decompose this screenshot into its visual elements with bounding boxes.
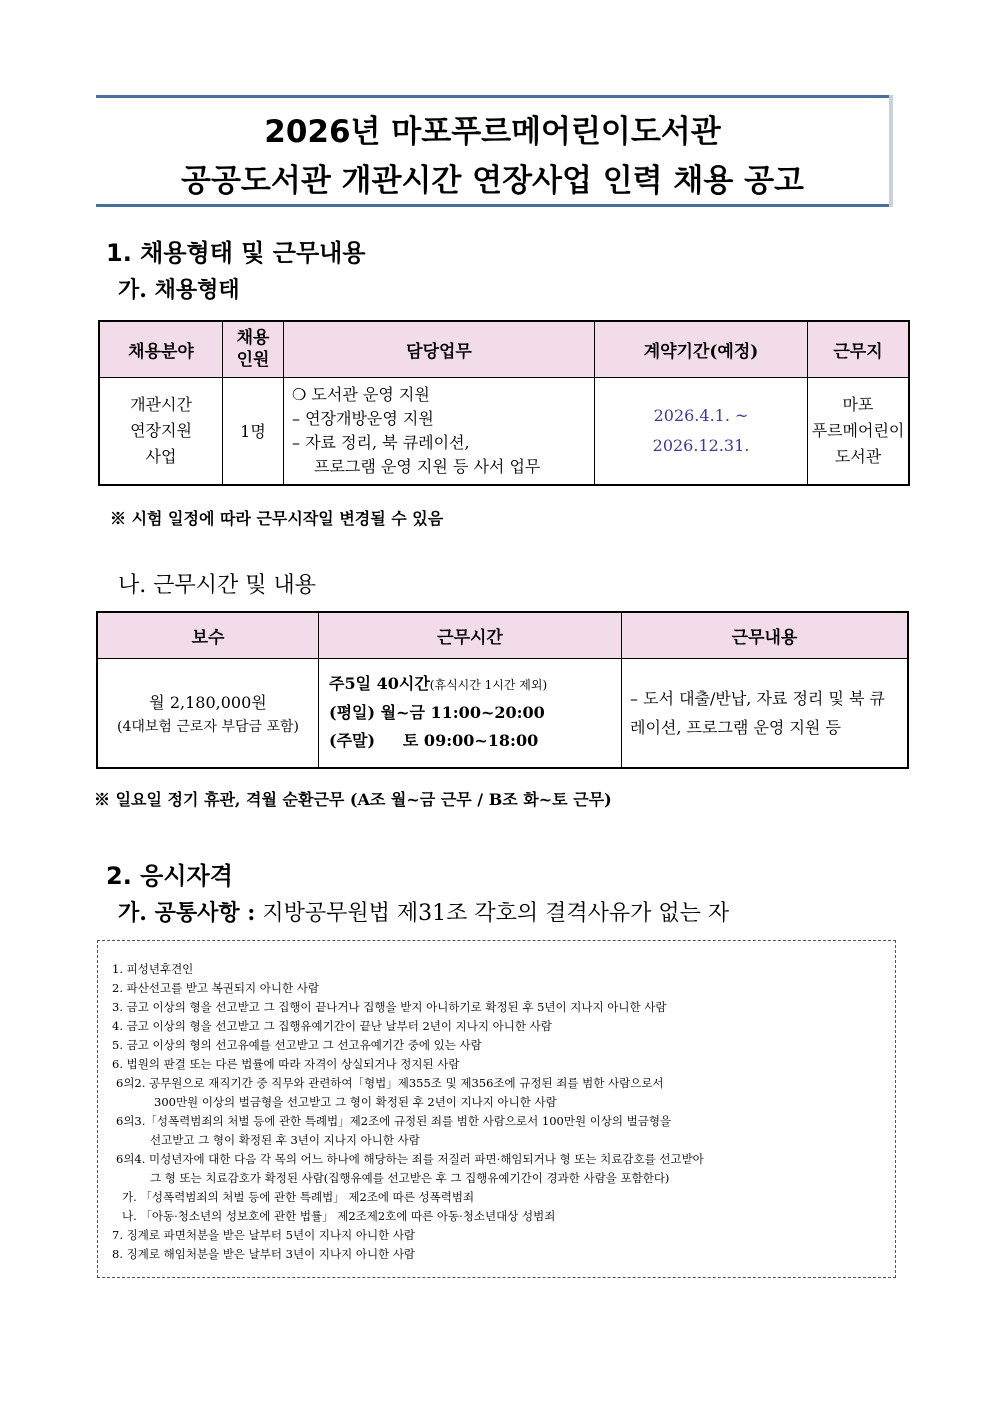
section2-heading: 2. 응시자격 bbox=[106, 862, 233, 890]
list-item: 6. 법원의 판결 또는 다른 법률에 따라 자격이 상실되거나 정지된 사람 bbox=[112, 1057, 460, 1071]
list-item: 5. 금고 이상의 형의 선고유예를 선고받고 그 선고유예기간 중에 있는 사람 bbox=[112, 1038, 482, 1052]
duty-line: – 연장개방운영 지원 bbox=[292, 408, 434, 428]
list-item: 6의3.「성폭력범죄의 처벌 등에 관한 특례법」제2조에 규정된 죄를 범한 사람으로서 100만원 이상의 벌금형을 bbox=[116, 1114, 672, 1128]
col-header-pay: 보수 bbox=[97, 612, 319, 658]
list-item: 4. 금고 이상의 형을 선고받고 그 집행유예기간이 끝난 날부터 2년이 지나지 아니한 사람 bbox=[112, 1019, 552, 1033]
duty-line: ❍ 도서관 운영 지원 bbox=[292, 384, 430, 404]
list-item: 가. 「성폭력범죄의 처벌 등에 관한 특례법」 제2조에 따른 성폭력범죄 bbox=[122, 1190, 475, 1204]
work-hours-table bbox=[96, 611, 909, 769]
list-item: 7. 징계로 파면처분을 받은 날부터 5년이 지나지 아니한 사람 bbox=[112, 1228, 416, 1242]
duty-line: – 자료 정리, 북 큐레이션, bbox=[292, 432, 470, 452]
page-title-line2: 공공도서관 개관시간 연장사업 인력 채용 공고 bbox=[181, 163, 804, 199]
note-rotation: ※ 일요일 정기 휴관, 격월 순환근무 (A조 월~금 근무 / B조 화~토 근무) bbox=[94, 790, 612, 809]
section1-sub-b: 나. 근무시간 및 내용 bbox=[118, 573, 316, 598]
place-cell: 마포 푸르메어린이 도서관 bbox=[808, 377, 910, 485]
duty-line: 프로그램 운영 지원 등 사서 업무 bbox=[314, 456, 541, 476]
col-header-duties: 담당업무 bbox=[284, 321, 595, 377]
list-item: 나. 「아동·청소년의 성보호에 관한 법률」 제2조제2호에 따른 아동·청소년대상 성범죄 bbox=[122, 1209, 556, 1223]
period-start: 2026.4.1. ~ bbox=[653, 405, 749, 425]
hours-note: (휴식시간 1시간 제외) bbox=[429, 678, 548, 693]
list-item: 2. 파산선고를 받고 복권되지 아니한 사람 bbox=[112, 981, 319, 995]
list-item: 선고받고 그 형이 확정된 후 3년이 지나지 아니한 사람 bbox=[150, 1133, 420, 1147]
common-requirements bbox=[118, 896, 729, 927]
pay-cell bbox=[97, 658, 319, 768]
col-header-place: 근무지 bbox=[808, 321, 910, 377]
note-start-date: ※ 시험 일정에 따라 근무시작일 변경될 수 있음 bbox=[110, 509, 444, 528]
duties-cell bbox=[284, 377, 595, 485]
pay-amount: 월 2,180,000원 bbox=[149, 692, 267, 712]
hours-main: 주5일 40시간 bbox=[329, 674, 430, 694]
col-header-count: 채용 인원 bbox=[223, 321, 284, 377]
content-cell: – 도서 대출/반납, 자료 정리 및 북 큐레이션, 프로그램 운영 지원 등 bbox=[622, 658, 909, 768]
page-title-line1: 2026년 마포푸르메어린이도서관 bbox=[264, 114, 721, 150]
pay-note: (4대보험 근로자 부담금 포함) bbox=[117, 718, 299, 735]
hours-main-line bbox=[329, 670, 620, 699]
col-header-period: 계약기간(예정) bbox=[595, 321, 808, 377]
count-cell: 1명 bbox=[223, 377, 284, 485]
list-item: 300만원 이상의 벌금형을 선고받고 그 형이 확정된 후 2년이 지나지 아니한 사람 bbox=[154, 1095, 557, 1109]
list-item: 8. 징계로 해임처분을 받은 날부터 3년이 지나지 아니한 사람 bbox=[112, 1247, 416, 1261]
list-item: 6의4. 미성년자에 대한 다음 각 목의 어느 하나에 해당하는 죄를 저질러 파면·해임되거나 형 또는 치료감호를 선고받아 bbox=[116, 1152, 704, 1166]
period-end: 2026.12.31. bbox=[652, 435, 750, 455]
section1-sub-a: 가. 채용형태 bbox=[118, 277, 240, 303]
field-cell: 개관시간 연장지원 사업 bbox=[99, 377, 223, 485]
section1-heading: 1. 채용형태 및 근무내용 bbox=[106, 239, 366, 267]
title-box bbox=[96, 95, 889, 207]
disqualification-box bbox=[97, 940, 896, 1278]
hours-weekend: (주말) 토 09:00~18:00 bbox=[329, 731, 539, 751]
common-requirements-label: 가. 공통사항 : bbox=[118, 900, 256, 926]
list-item: 그 형 또는 치료감호가 확정된 사람(집행유예를 선고받은 후 그 집행유예기간이 경과한 사람을 포함한다) bbox=[150, 1171, 670, 1185]
common-requirements-text: 지방공무원법 제31조 각호의 결격사유가 없는 자 bbox=[262, 901, 730, 926]
period-cell bbox=[595, 377, 808, 485]
col-header-field: 채용분야 bbox=[99, 321, 223, 377]
hours-weekday: (평일) 월~금 11:00~20:00 bbox=[329, 703, 545, 723]
hours-cell bbox=[319, 658, 622, 768]
employment-type-table bbox=[98, 320, 910, 486]
list-item: 3. 금고 이상의 형을 선고받고 그 집행이 끝나거나 집행을 받지 아니하기로 확정된 후 5년이 지나지 아니한 사람 bbox=[112, 1000, 667, 1014]
col-header-hours: 근무시간 bbox=[319, 612, 622, 658]
list-item: 6의2. 공무원으로 재직기간 중 직무와 관련하여「형법」제355조 및 제356조에 규정된 죄를 범한 사람으로서 bbox=[116, 1076, 664, 1090]
col-header-content: 근무내용 bbox=[622, 612, 909, 658]
list-item: 1. 피성년후견인 bbox=[112, 962, 194, 976]
